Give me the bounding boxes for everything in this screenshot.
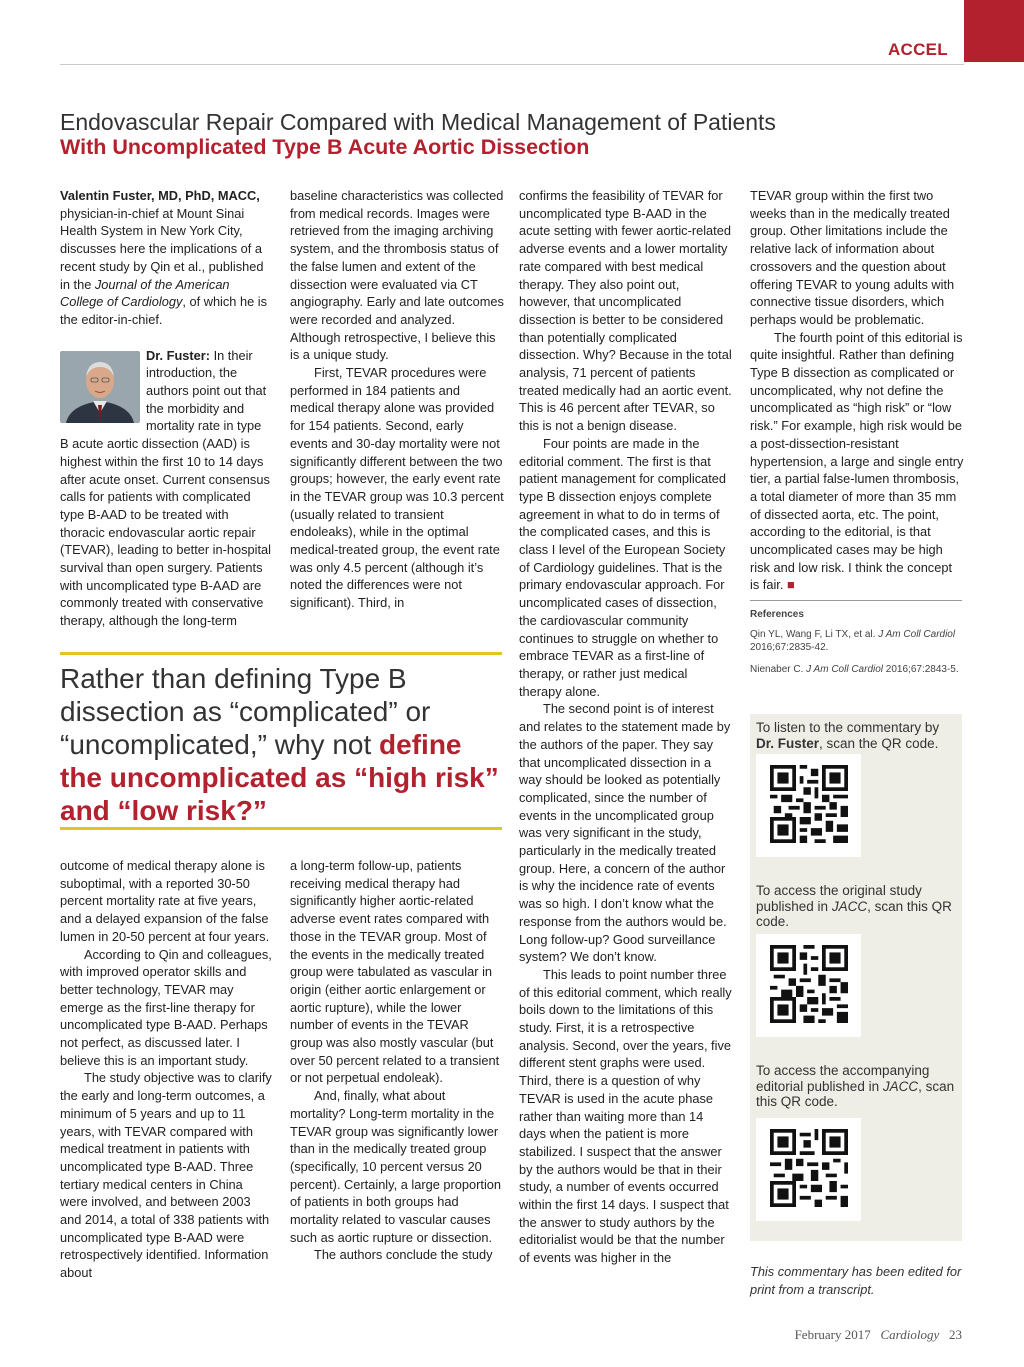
header-divider <box>60 64 964 65</box>
magazine-name: Cardiology <box>880 1327 940 1342</box>
reference-item: Nienaber C. J Am Coll Cardiol 2016;67:2843-5. <box>750 664 959 675</box>
qr-code-icon <box>770 765 848 843</box>
interview-opening: Dr. Fuster: In their introduction, the authors point out that the morbidity and mortality rate in type B acute aortic dissection (AAD) is highest within the first 10 to 14 days after acute onset. Current consensus calls for patients with complicated type B-AAD to be treated with thoracic endovascular aortic repair (TEVAR), leading to better in-hospital survival than open surgery. Patients with uncomplicated type B-AAD are commonly treated with conservative therapy, although the long-term <box>60 347 272 629</box>
paragraph: baseline characteristics was collected from medical records. Images were retrieved from the imaging archiving system, and the thrombosis status of the false lumen and extent of the dissection were evaluated via CT angiography. Early and late outcomes were recorded and analyzed. Although retrospective, I believe this is a unique study. <box>290 188 504 363</box>
pull-quote <box>60 652 502 830</box>
pull-quote-emphasis: define the uncomplicated as “high risk” and “low risk?” <box>60 729 499 826</box>
qr-code-icon <box>770 1129 848 1207</box>
qr-code-icon <box>770 945 848 1023</box>
paragraph: The authors conclude the study <box>314 1247 493 1263</box>
references <box>750 608 964 685</box>
author-photo-icon <box>60 351 140 423</box>
paragraph: Four points are made in the editorial comment. The first is that patient management for complicated type B dissection enjoys complete agreement in what to do in terms of the complicated cases, and this is class I level of the European Society of Cardiology guidelines. That is the primary endovascular approach. For uncomplicated cases of dissection, the cardiovascular community continues to struggle on whether to embrace TEVAR as a first-line of therapy, or rather just medical therapy alone. <box>519 435 726 699</box>
section-label: ACCEL <box>887 40 948 59</box>
paragraph: TEVAR group within the first two weeks than in the medically treated group. Other limitations include the relative lack of information about crossovers and the question about offering TEVAR to young adults with connective tissue disorders, which perhaps would be problematic. <box>750 188 955 327</box>
column-3 <box>519 187 733 1267</box>
column-1-top <box>60 187 272 630</box>
journal-name: Journal of the American College of Cardiology <box>60 276 230 310</box>
column-1-bottom <box>60 857 272 1282</box>
column-4 <box>750 187 964 594</box>
article-title-line-2: With Uncomplicated Type B Acute Aortic Dissection <box>60 135 590 159</box>
paragraph: outcome of medical therapy alone is suboptimal, with a reported 30-50 percent mortality rate at five years, and a delayed expansion of the false lumen in 20-50 percent at four years. <box>60 858 270 944</box>
pull-quote-text: Rather than defining Type B dissection as “complicated” or “uncomplicated,” why not <box>60 663 431 760</box>
reference-item: Qin YL, Wang F, Li TX, et al. J Am Coll Cardiol 2016;67:2835-42. <box>750 629 956 653</box>
qr-code-commentary[interactable] <box>756 754 861 857</box>
speaker-label: Dr. Fuster: <box>146 347 210 363</box>
qr-caption-commentary: To listen to the commentary by Dr. Fuster, scan the QR code. <box>756 720 940 751</box>
column-2-bottom <box>290 857 504 1264</box>
qr-code-editorial[interactable] <box>756 1118 861 1221</box>
issue-date: February 2017 <box>794 1327 871 1342</box>
paragraph: This leads to point number three of this editorial comment, which really boils down to the limitations of this study. First, it is a retrospective analysis. Second, over the years, five different stent graphs were used. Third, there is a question of why TEVAR is used in the acute phase rather than waiting more than 14 days when the patient is more stabilized. I suspect that the answer by the authors would be that in their study, a number of events occurred within the first 14 days. I suspect that the answer to study authors by the editorialist would be that the number of events was higher in the <box>519 966 732 1266</box>
references-divider <box>750 600 962 601</box>
column-2-top <box>290 187 504 612</box>
author-name: Valentin Fuster, MD, PhD, MACC, <box>60 188 260 203</box>
qr-code-panel <box>750 714 962 1241</box>
paragraph: And, finally, what about mortality? Long-term mortality in the TEVAR group was significantly lower than in the medically treated group (specifically, 10 percent versus 20 percent). Certainly, a large proportion of patients in both groups had mortality related to vascular causes such as aortic rupture or dissection. <box>290 1088 502 1245</box>
article-title-line-1: Endovascular Repair Compared with Medical Management of Patients <box>60 109 776 135</box>
paragraph: a long-term follow-up, patients receiving medical therapy had significantly higher aortic-related adverse event rates compared with those in the TEVAR group. Most of the events in the medically treated group were tabulated as vascular in origin (either aortic enlargement or aortic rupture), while the lower number of events in the TEVAR group was also mostly vascular (but over 50 percent related to a transient or not perpetual endoleak). <box>290 858 500 1086</box>
qr-caption-editorial: To access the accompanying editorial published in JACC, scan this QR code. <box>756 1063 955 1109</box>
paragraph: The fourth point of this editorial is quite insightful. Rather than defining Type B dissection as complicated or uncomplicated, why not define the uncomplicated as “high risk” or “low risk.” For example, high risk would be a post-dissection-resistant hypertension, a large and single entry tier, a partial false-lumen thrombosis, a total diameter of more than 35 mm of dissected aorta, etc. The point, according to the editorial, is that uncomplicated cases may be high risk and low risk. I think the concept is fair. ■ <box>750 329 964 593</box>
paragraph: confirms the feasibility of TEVAR for uncomplicated type B-AAD in the acute setting with fewer aortic-related adverse events and a lower mortality rate compared with best medical therapy. They also point out, however, that uncomplicated dissection is better to be considered than potentially complicated dissection. Why? Because in the total analysis, 71 percent of patients treated medically had an aortic event. This is 46 percent after TEVAR, so this is not a benign disease. <box>519 188 732 434</box>
paragraph: First, TEVAR procedures were performed in 184 patients and medical therapy alone was provided for 154 patients. Second, early events and 30-day mortality were not significantly different between the two groups; however, the early event rate in the TEVAR group was 10.3 percent (usually related to transient endoleaks), while in the optimal medical-treated group, the event rate was only 4.5 percent (although it’s noted the differences were not significant). Third, in <box>290 365 504 611</box>
section-color-tab <box>964 0 1024 62</box>
author-portrait <box>60 351 140 423</box>
references-heading: References <box>750 609 804 620</box>
qr-code-original-study[interactable] <box>756 934 861 1037</box>
page-number: 23 <box>949 1327 962 1342</box>
page-footer <box>795 1327 962 1343</box>
edited-note: This commentary has been edited for print from a transcript. <box>750 1264 962 1297</box>
paragraph: The second point is of interest and relates to the statement made by the authors of the paper. They say that uncomplicated dissection in a way should be looked as potentially complicated, since the number of events in the uncomplicated group was very significant in the study, particularly in the medically treated group. Here, a concern of the author is why the incidence rate of events was so high. I don’t know what the response from the authors would be. Long follow-up? Good surveillance system? We don’t know. <box>519 701 731 965</box>
paragraph: According to Qin and colleagues, with improved operator skills and better technology, TEVAR may emerge as the first-line therapy for uncomplicated type B-AAD. Perhaps not perfect, as discussed later. I believe this is an important study. <box>60 946 272 1068</box>
author-intro: Valentin Fuster, MD, PhD, MACC, physician-in-chief at Mount Sinai Health System in New York City, discusses here the implications of a recent study by Qin et al., published in the Journal of the American College of Cardiology, of which he is the editor-in-chief. <box>60 188 268 327</box>
paragraph: The study objective was to clarify the early and long-term outcomes, a minimum of 5 years and up to 11 years, with TEVAR compared with medical treatment in patients with uncomplicated type B-AAD. Three tertiary medical centers in China were involved, and between 2003 and 2014, a total of 338 patients with uncomplicated type B-AAD were retrospectively identified. Information about <box>60 1070 272 1281</box>
end-mark-icon: ■ <box>787 577 795 593</box>
qr-caption-original-study: To access the original study published in JACC, scan this QR code. <box>756 883 952 929</box>
